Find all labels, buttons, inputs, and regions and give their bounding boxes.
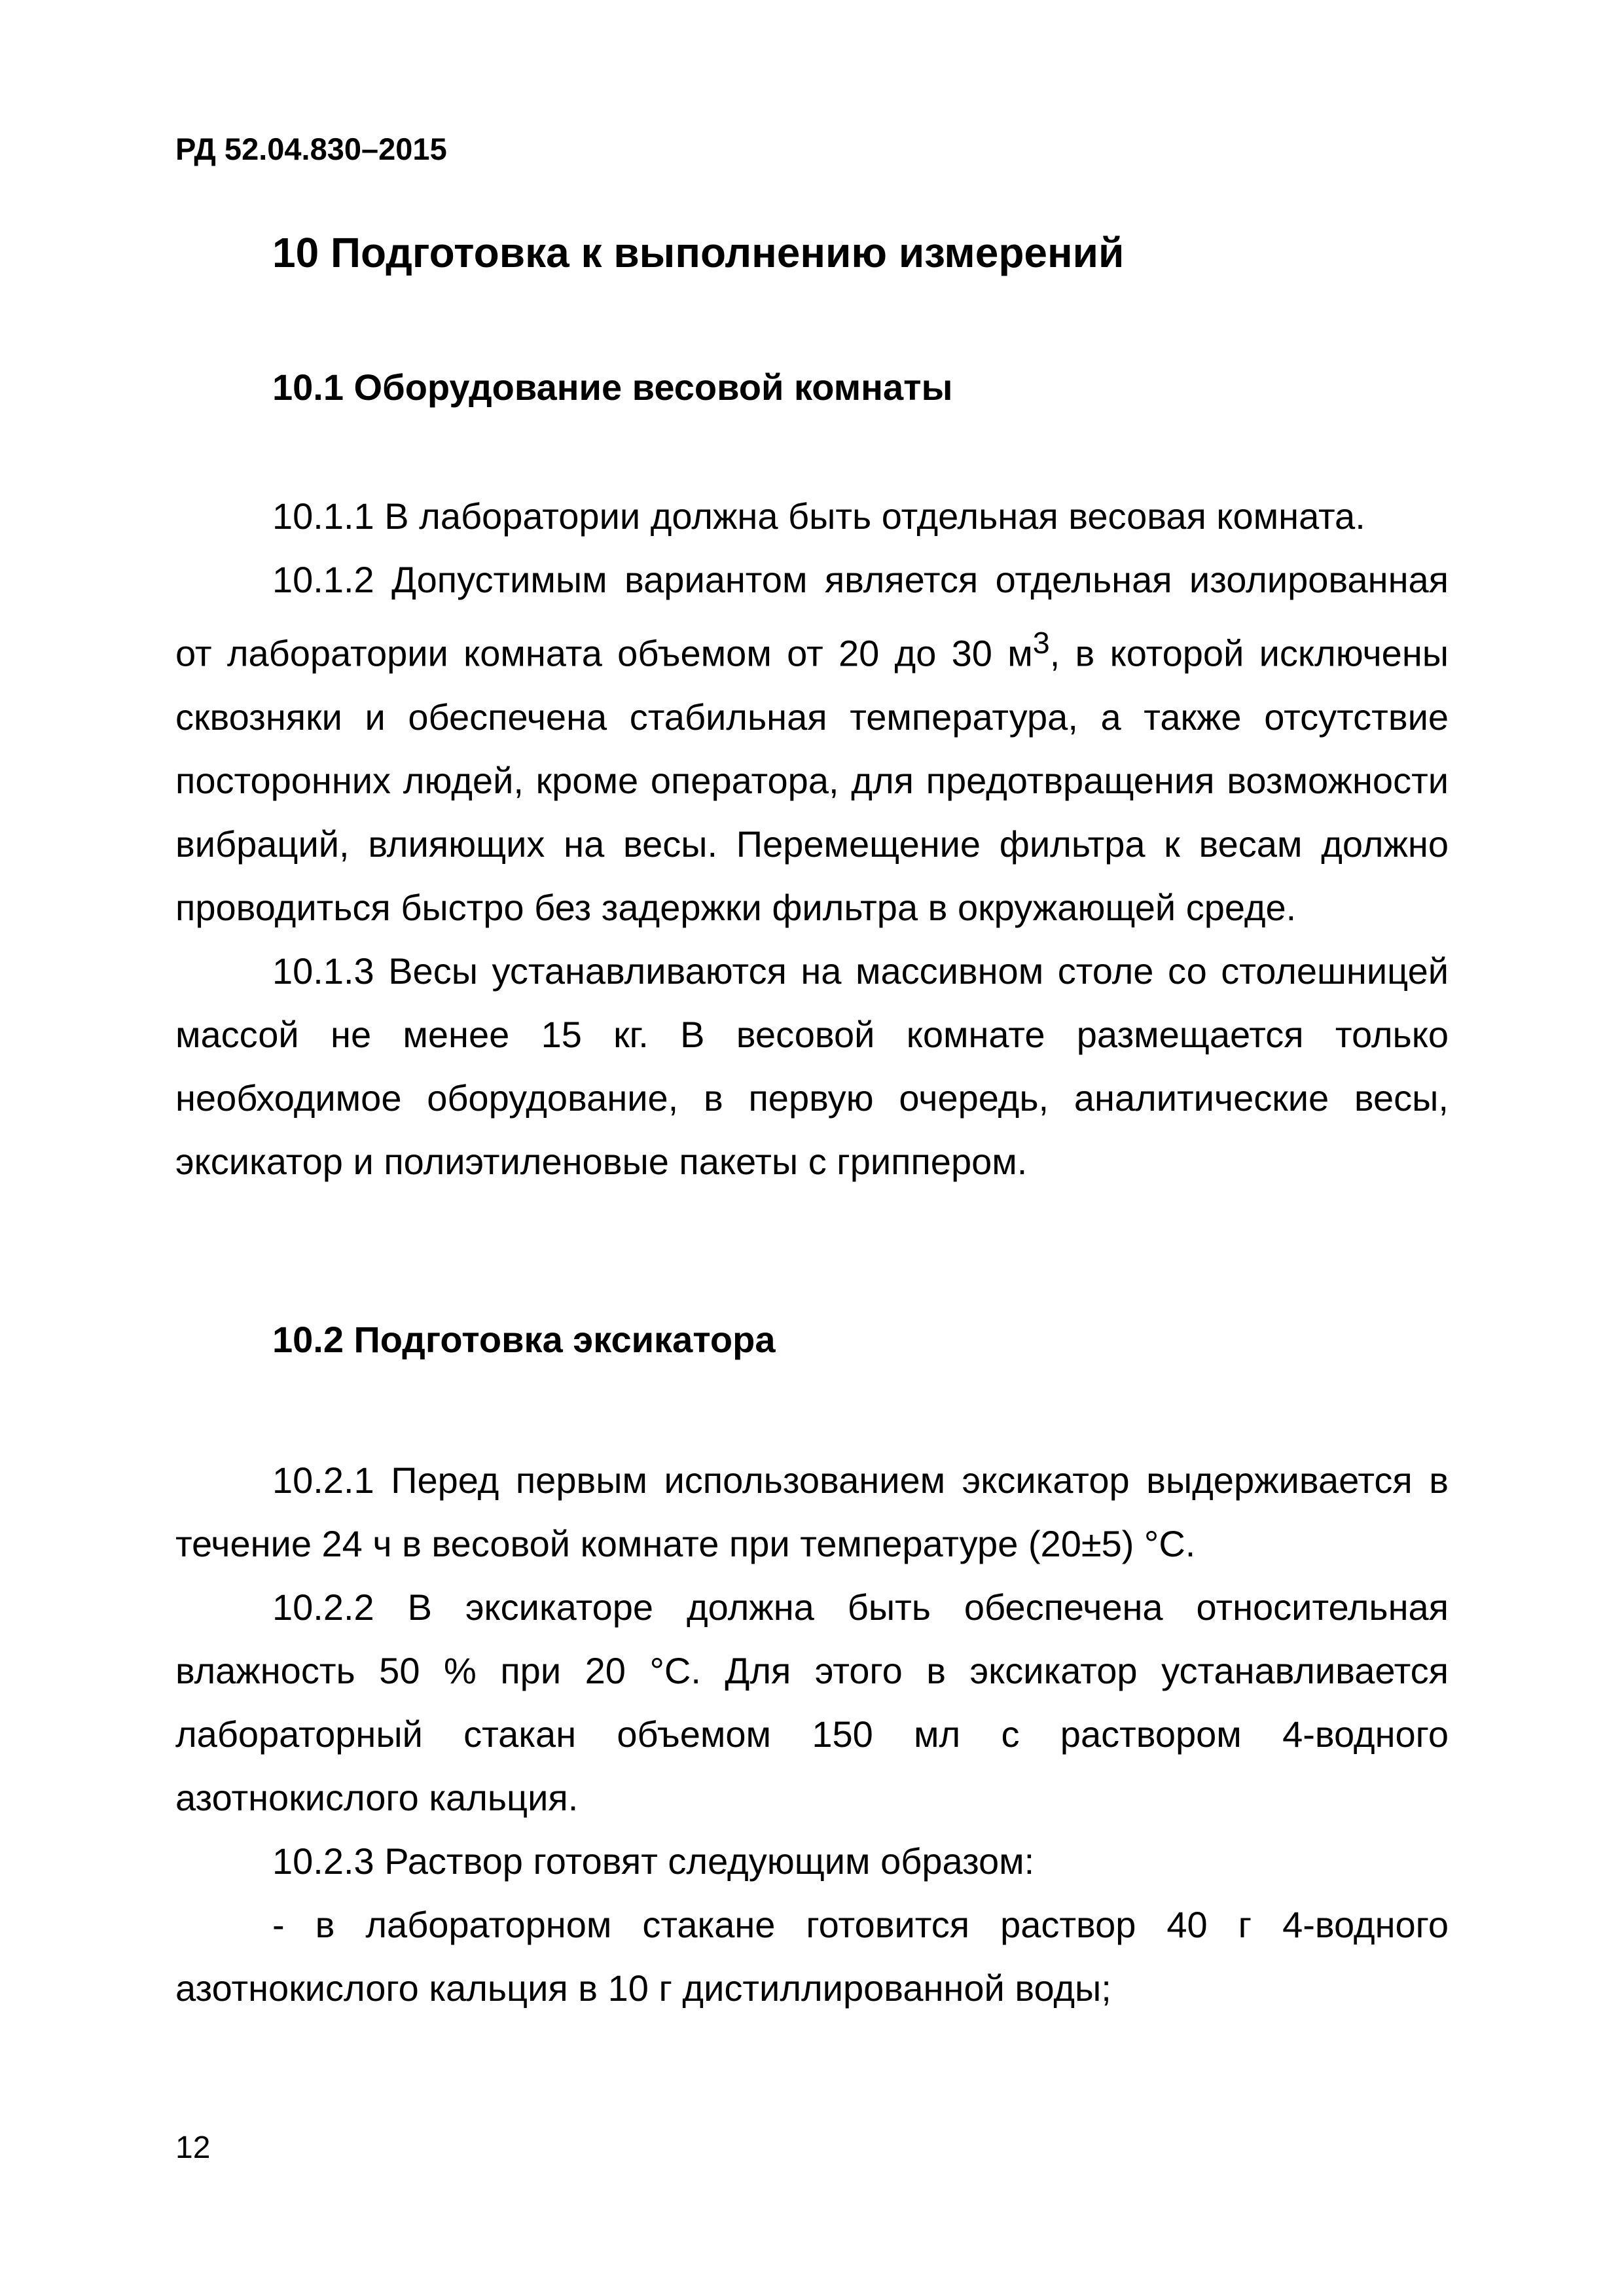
subsection-10-2-body bbox=[175, 1448, 1449, 2020]
paragraph-10-1-3: 10.1.3 Весы устанавливаются на массивном столе со столешницей массой не менее 15 кг. В весовой комнате размещается только необходимое оборудование, в первую очередь, аналитические весы, эксикатор и полиэтиленовые пакеты с гриппером. bbox=[175, 950, 1449, 1182]
subsection-10-1-body bbox=[175, 484, 1449, 1193]
subsection-title-10-1: 10.1 Оборудование весовой комнаты bbox=[272, 367, 953, 408]
paragraph-10-1-1: 10.1.1 В лаборатории должна быть отдельная весовая комната. bbox=[272, 495, 1365, 537]
paragraph-10-2-3: 10.2.3 Раствор готовят следующим образом: bbox=[272, 1840, 1035, 1882]
paragraph-10-1-2-part-2: , в которой исключены сквозняки и обеспечена стабильная температура, а также отсутствие посторонних людей, кроме оператора, для предотвращения возможности вибраций, влияющих на весы. Перемещение фильтра к весам должно проводиться быстро без задержки фильтра в окружающей среде. bbox=[175, 632, 1449, 928]
cubic-superscript: 3 bbox=[1032, 626, 1050, 660]
section-title: 10 Подготовка к выполнению измерений bbox=[272, 229, 1125, 276]
page-number: 12 bbox=[175, 2130, 211, 2165]
paragraph-10-2-1: 10.2.1 Перед первым использованием эксикатор выдерживается в течение 24 ч в весовой комнате при температуре (20±5) °С. bbox=[175, 1460, 1449, 1564]
subsection-title-10-2: 10.2 Подготовка эксикатора bbox=[272, 1319, 776, 1360]
paragraph-10-1-2-part-1: 10.1.2 Допустимым вариантом является отдельная изолированная от лаборатории комната объемом от 20 до 30 м bbox=[175, 559, 1449, 674]
paragraph-10-2-2: 10.2.2 В эксикаторе должна быть обеспечена относительная влажность 50 % при 20 °С. Для этого в эксикатор устанавливается лабораторный стакан объемом 150 мл с раствором 4-водного азотнокислого кальция. bbox=[175, 1587, 1449, 1818]
document-code: РД 52.04.830–2015 bbox=[175, 132, 447, 166]
list-item-solution-step: - в лабораторном стакане готовится раствор 40 г 4-водного азотнокислого кальция в 10 г дистиллированной воды; bbox=[175, 1904, 1449, 2009]
paragraph-10-1-2 bbox=[175, 548, 1449, 939]
